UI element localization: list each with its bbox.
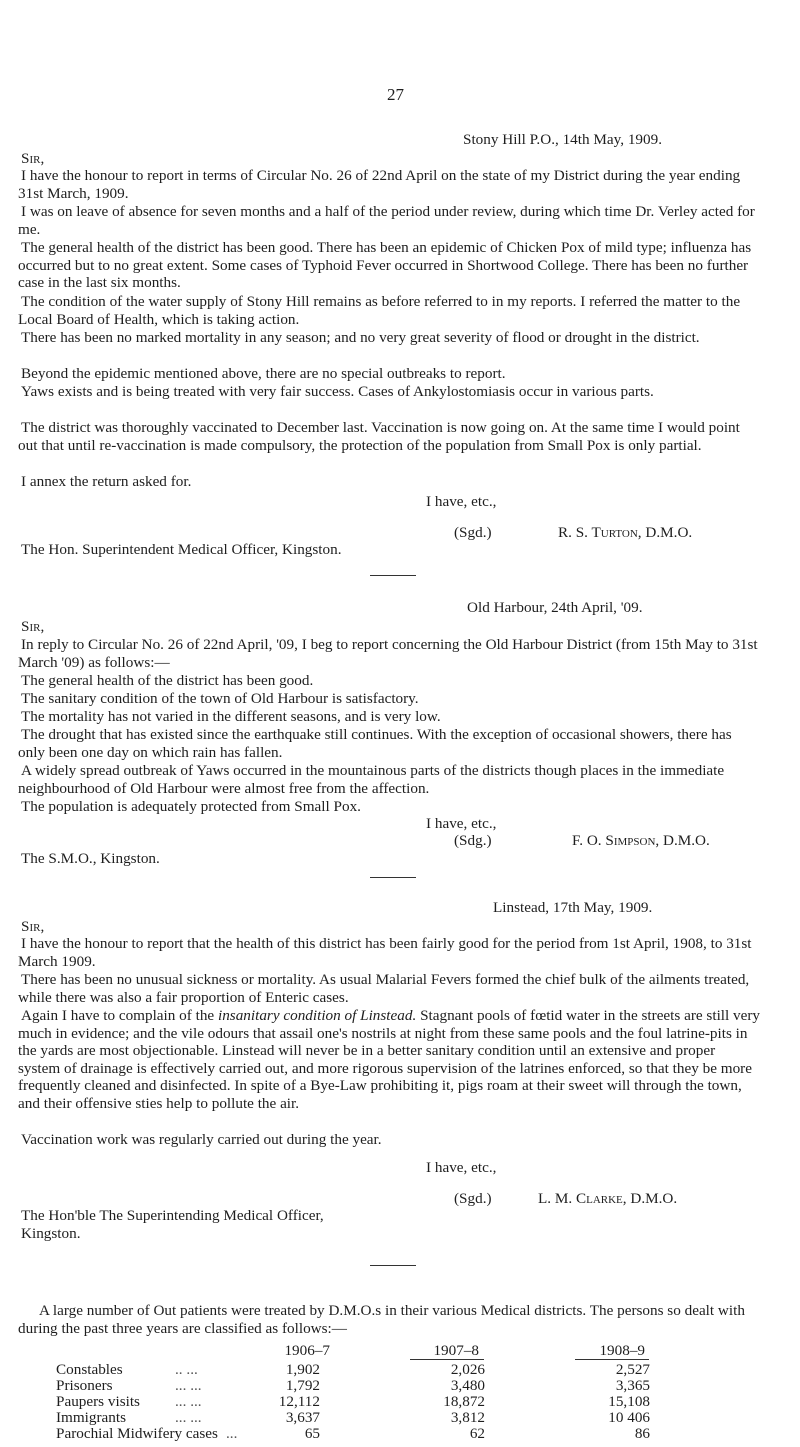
letter2-paragraph: The general health of the district has been good. — [21, 672, 314, 689]
row-label: Paupers visits — [56, 1393, 140, 1410]
cell-1908-9: 3,365 — [615, 1377, 650, 1394]
letter2-closing: I have, etc., — [426, 815, 497, 832]
row-dots: .. ... — [175, 1361, 198, 1378]
row-dots: ... — [226, 1425, 238, 1442]
letter1-paragraph: There has been no marked mortality in any season; and no very great severity of flood or drought in the district. — [21, 329, 700, 346]
cell-1907-8: 3,480 — [450, 1377, 485, 1394]
letter2-addressee: The S.M.O., Kingston. — [21, 850, 160, 867]
letter1-salutation: Sir, — [21, 150, 45, 167]
cell-1907-8: 2,026 — [450, 1361, 485, 1378]
letter1-paragraph: Yaws exists and is being treated with very fair success. Cases of Ankylostomiasis occur in various parts. — [21, 383, 654, 400]
cell-1907-8: 3,812 — [450, 1409, 485, 1426]
column-header: 1907–8 — [433, 1342, 479, 1359]
letter2-paragraph: In reply to Circular No. 26 of 22nd April, '09, I beg to report concerning the Old Harbour District (from 15th May to 31st March '09) as follows:— — [18, 636, 758, 671]
divider — [370, 575, 416, 576]
letter1-paragraph: I have the honour to report in terms of Circular No. 26 of 22nd April on the state of my District during the year ending 31st March, 1909. — [18, 167, 741, 202]
letter3-paragraph: Vaccination work was regularly carried out during the year. — [21, 1131, 382, 1148]
cell-1906-7: 12,112 — [278, 1393, 320, 1410]
row-label: Parochial Midwifery cases — [56, 1425, 218, 1442]
divider — [370, 1265, 416, 1266]
letter1-signer: R. S. Turton, D.M.O. — [558, 524, 693, 541]
letter3-sgd: (Sgd.) — [454, 1190, 492, 1207]
letter3-signer: L. M. Clarke, D.M.O. — [538, 1190, 678, 1207]
letter2-paragraph: The sanitary condition of the town of Old Harbour is satisfactory. — [21, 690, 419, 707]
letter3-closing: I have, etc., — [426, 1159, 497, 1176]
cell-1908-9: 10 406 — [608, 1409, 650, 1426]
column-underline — [575, 1359, 649, 1360]
cell-1908-9: 15,108 — [608, 1393, 650, 1410]
page-number: 27 — [387, 85, 404, 104]
letter3-paragraph: There has been no unusual sickness or mortality. As usual Malarial Fevers formed the chief bulk of the ailments treated, while there was also a fair proportion of Enteric cases. — [18, 971, 750, 1006]
letter2-signer: F. O. Simpson, D.M.O. — [572, 832, 710, 849]
summary-intro: A large number of Out patients were treated by D.M.O.s in their various Medical districts. The persons so dealt with during the past three years are classified as follows:— — [18, 1302, 745, 1337]
letter1-addressee: The Hon. Superintendent Medical Officer, Kingston. — [21, 541, 342, 558]
cell-1906-7: 65 — [304, 1425, 320, 1442]
letter1-paragraph: Beyond the epidemic mentioned above, there are no special outbreaks to report. — [21, 365, 506, 382]
cell-1906-7: 3,637 — [285, 1409, 320, 1426]
letter1-closing: I have, etc., — [426, 493, 497, 510]
row-label: Constables — [56, 1361, 123, 1378]
row-dots: ... ... — [175, 1393, 202, 1410]
cell-1906-7: 1,902 — [285, 1361, 320, 1378]
letter3-text: Stagnant pools of fœtid water in the streets are still very much in evidence; and the vile odours that assail one's nostrils at night from these same pools and the foul latrine-pits in the yards are most objectionable. Linstead will never be in a better sanitary condition until an extensive and proper system of drainage is effectively carried out, and more rigorous supervision of the latrines enforced, so that they be more frequently cleaned and disinfected. In spite of a Bye-Law prohibiting it, pigs roam at their sweet will through the town, and their offensive sties help to pollute the air. — [18, 1007, 761, 1112]
letter2-paragraph: A widely spread outbreak of Yaws occurred in the mountainous parts of the districts though places in the immediate neighbourhood of Old Harbour were almost free from the affection. — [18, 762, 725, 797]
letter1-paragraph: The general health of the district has been good. There has been an epidemic of Chicken Pox of mild type; influenza has occurred but to no great extent. Some cases of Typhoid Fever occurred in Shortwood College. There has been no further case in the last six months. — [18, 239, 752, 292]
column-underline — [410, 1359, 484, 1360]
cell-1907-8: 62 — [469, 1425, 485, 1442]
letter3-emphasis: insanitary condition of Linstead. — [217, 1007, 417, 1024]
column-header: 1908–9 — [599, 1342, 645, 1359]
divider — [370, 877, 416, 878]
letter2-paragraph: The drought that has existed since the earthquake still continues. With the exception of occasional showers, there has only been one day on which rain has fallen. — [18, 726, 732, 761]
row-label: Immigrants — [56, 1409, 127, 1426]
letter2-place-date: Old Harbour, 24th April, '09. — [467, 599, 643, 616]
letter2-salutation: Sir, — [21, 618, 45, 635]
row-dots: ... ... — [175, 1377, 202, 1394]
letter3-addressee-line2: Kingston. — [21, 1225, 81, 1242]
row-dots: ... ... — [175, 1409, 202, 1426]
cell-1907-8: 18,872 — [443, 1393, 485, 1410]
column-header: 1906–7 — [284, 1342, 330, 1359]
letter3-salutation: Sir, — [21, 918, 45, 935]
letter1-paragraph: I was on leave of absence for seven months and a half of the period under review, during which time Dr. Verley acted for me. — [18, 203, 755, 238]
letter2-sgd: (Sdg.) — [454, 832, 492, 849]
letter3-paragraph: I have the honour to report that the health of this district has been fairly good for the period from 1st April, 1908, to 31st March 1909. — [18, 935, 752, 970]
letter1-place-date: Stony Hill P.O., 14th May, 1909. — [463, 131, 663, 148]
letter3-place-date: Linstead, 17th May, 1909. — [493, 899, 653, 916]
letter1-paragraph: The condition of the water supply of Stony Hill remains as before referred to in my reports. I referred the matter to the Local Board of Health, which is taking action. — [18, 293, 741, 328]
letter1-sgd: (Sgd.) — [454, 524, 492, 541]
letter2-paragraph: The mortality has not varied in the different seasons, and is very low. — [21, 708, 441, 725]
cell-1908-9: 2,527 — [615, 1361, 650, 1378]
letter1-paragraph: The district was thoroughly vaccinated to December last. Vaccination is now going on. At the same time I would point out that until re-vaccination is made compulsory, the protection of the population from Small Pox is only partial. — [18, 419, 740, 454]
cell-1906-7: 1,792 — [285, 1377, 320, 1394]
letter3-addressee-line1: The Hon'ble The Superintending Medical Officer, — [21, 1207, 324, 1224]
letter1-paragraph: I annex the return asked for. — [21, 473, 192, 490]
letter3-paragraph — [18, 1007, 760, 1113]
cell-1908-9: 86 — [634, 1425, 650, 1442]
row-label: Prisoners — [56, 1377, 113, 1394]
letter2-paragraph: The population is adequately protected from Small Pox. — [21, 798, 361, 815]
letter3-text: Again I have to complain of the — [21, 1007, 218, 1024]
